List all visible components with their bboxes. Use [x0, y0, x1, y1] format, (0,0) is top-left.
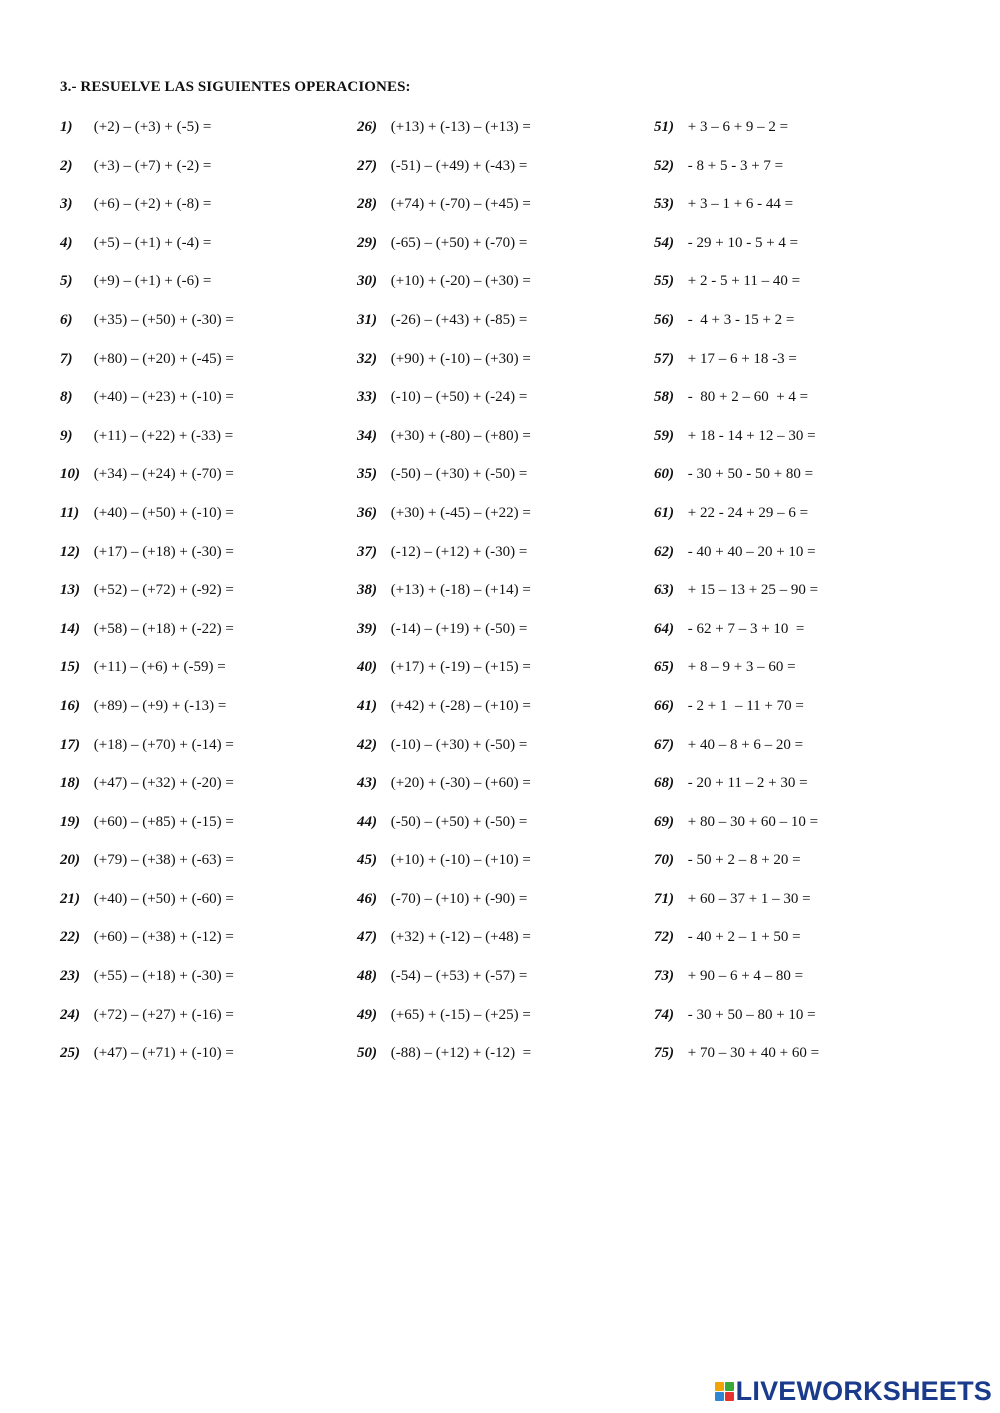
- exercise-item: [654, 734, 819, 773]
- exercise-expression: + 22 - 24 + 29 – 6 =: [687, 504, 809, 521]
- exercise-item: [60, 811, 234, 850]
- exercise-expression: (+11) – (+22) + (-33) =: [93, 427, 234, 444]
- exercise-item: [60, 965, 234, 1004]
- exercise-item: [654, 463, 819, 502]
- exercise-number: 66): [654, 697, 674, 714]
- exercise-number: 17): [60, 736, 80, 753]
- exercise-item: [654, 1004, 819, 1043]
- exercise-expression: (-70) – (+10) + (-90) =: [390, 890, 528, 907]
- exercise-number: 10): [60, 466, 80, 483]
- exercise-number: 2): [60, 157, 73, 174]
- exercise-number: 22): [60, 929, 80, 946]
- exercise-expression: (+72) – (+27) + (-16) =: [93, 1006, 234, 1023]
- exercise-number: 74): [654, 1006, 674, 1023]
- exercise-number: 70): [654, 852, 674, 869]
- exercise-number: 15): [60, 659, 80, 676]
- exercise-item: [60, 888, 234, 927]
- exercise-expression: (+52) – (+72) + (-92) =: [93, 582, 234, 599]
- exercise-number: 6): [60, 311, 73, 328]
- exercise-expression: (+60) – (+38) + (-12) =: [93, 929, 234, 946]
- exercise-number: 55): [654, 273, 674, 290]
- exercise-item: [654, 1042, 819, 1081]
- exercise-item: [60, 849, 234, 888]
- exercise-expression: + 18 - 14 + 12 – 30 =: [687, 427, 816, 444]
- exercise-expression: (+11) – (+6) + (-59) =: [93, 659, 226, 676]
- page-title: 3.- RESUELVE LAS SIGUIENTES OPERACIONES:: [60, 79, 411, 95]
- exercise-expression: (+9) – (+1) + (-6) =: [93, 273, 212, 290]
- exercise-item: [60, 926, 234, 965]
- exercise-expression: + 8 – 9 + 3 – 60 =: [687, 659, 796, 676]
- exercise-column-2: [357, 116, 531, 1081]
- exercise-item: [357, 695, 531, 734]
- exercise-expression: (+32) + (-12) – (+48) =: [390, 929, 531, 946]
- exercise-item: [654, 965, 819, 1004]
- exercise-expression: (-54) – (+53) + (-57) =: [390, 968, 528, 985]
- exercise-expression: (+30) + (-80) – (+80) =: [390, 427, 531, 444]
- exercise-number: 64): [654, 620, 674, 637]
- exercise-expression: - 20 + 11 – 2 + 30 =: [687, 775, 808, 792]
- exercise-expression: (+90) + (-10) – (+30) =: [390, 350, 531, 367]
- exercise-item: [357, 849, 531, 888]
- exercise-item: [357, 502, 531, 541]
- exercise-item: [654, 541, 819, 580]
- exercise-item: [60, 772, 234, 811]
- exercise-number: 35): [357, 466, 377, 483]
- exercise-item: [654, 155, 819, 194]
- exercise-number: 53): [654, 196, 674, 213]
- exercise-item: [60, 579, 234, 618]
- exercise-item: [60, 541, 234, 580]
- exercise-item: [357, 309, 531, 348]
- exercise-expression: (-65) – (+50) + (-70) =: [390, 234, 528, 251]
- exercise-item: [357, 232, 531, 271]
- exercise-item: [60, 348, 234, 387]
- exercise-number: 50): [357, 1045, 377, 1062]
- exercise-expression: (-50) – (+30) + (-50) =: [390, 466, 528, 483]
- exercise-expression: (+47) – (+32) + (-20) =: [93, 775, 234, 792]
- exercise-item: [357, 541, 531, 580]
- exercise-number: 31): [357, 311, 377, 328]
- exercise-number: 26): [357, 119, 377, 135]
- exercise-number: 14): [60, 620, 80, 637]
- exercise-expression: (+35) – (+50) + (-30) =: [93, 311, 234, 328]
- exercise-expression: (+60) – (+85) + (-15) =: [93, 813, 234, 830]
- exercise-item: [654, 116, 819, 155]
- exercise-expression: (+79) – (+38) + (-63) =: [93, 852, 234, 869]
- logo-square-icon: [715, 1382, 724, 1391]
- exercise-number: 21): [60, 890, 80, 907]
- exercise-item: [60, 734, 234, 773]
- exercise-item: [357, 348, 531, 387]
- exercise-item: [60, 193, 234, 232]
- exercise-item: [60, 386, 234, 425]
- exercise-item: [357, 926, 531, 965]
- exercise-number: 12): [60, 543, 80, 560]
- exercise-item: [357, 1042, 531, 1081]
- exercise-number: 39): [357, 620, 377, 637]
- logo-mark-icon: [715, 1382, 734, 1401]
- exercise-item: [654, 772, 819, 811]
- exercise-item: [654, 386, 819, 425]
- exercise-number: 59): [654, 427, 674, 444]
- exercise-number: 29): [357, 234, 377, 251]
- exercise-number: 4): [60, 234, 73, 251]
- exercise-item: [60, 155, 234, 194]
- exercise-number: 58): [654, 389, 674, 406]
- exercise-expression: - 40 + 2 – 1 + 50 =: [687, 929, 801, 946]
- exercise-expression: + 15 – 13 + 25 – 90 =: [687, 582, 819, 599]
- exercise-number: 69): [654, 813, 674, 830]
- exercise-item: [654, 425, 819, 464]
- exercise-item: [60, 656, 234, 695]
- exercise-number: 67): [654, 736, 674, 753]
- exercise-expression: + 80 – 30 + 60 – 10 =: [687, 813, 819, 830]
- exercise-expression: + 2 - 5 + 11 – 40 =: [687, 273, 801, 290]
- exercise-number: 34): [357, 427, 377, 444]
- exercise-item: [60, 116, 234, 155]
- exercise-number: 65): [654, 659, 674, 676]
- exercise-number: 9): [60, 427, 73, 444]
- exercise-number: 32): [357, 350, 377, 367]
- exercise-number: 1): [60, 119, 73, 135]
- exercise-expression: (-88) – (+12) + (-12) =: [390, 1045, 532, 1062]
- exercise-expression: (+6) – (+2) + (-8) =: [93, 196, 212, 213]
- exercise-expression: (-51) – (+49) + (-43) =: [390, 157, 528, 174]
- exercise-item: [654, 193, 819, 232]
- exercise-number: 46): [357, 890, 377, 907]
- logo-square-icon: [725, 1382, 734, 1391]
- exercise-number: 40): [357, 659, 377, 676]
- exercise-number: 49): [357, 1006, 377, 1023]
- exercise-number: 75): [654, 1045, 674, 1062]
- exercise-expression: (+13) + (-18) – (+14) =: [390, 582, 531, 599]
- exercise-expression: (+40) – (+23) + (-10) =: [93, 389, 234, 406]
- exercise-expression: (+89) – (+9) + (-13) =: [93, 697, 227, 714]
- exercise-item: [654, 502, 819, 541]
- exercise-expression: (+5) – (+1) + (-4) =: [93, 234, 212, 251]
- exercise-number: 28): [357, 196, 377, 213]
- exercise-expression: (+58) – (+18) + (-22) =: [93, 620, 234, 637]
- exercise-item: [654, 232, 819, 271]
- exercise-expression: (+55) – (+18) + (-30) =: [93, 968, 234, 985]
- exercise-item: [654, 270, 819, 309]
- exercise-expression: (+40) – (+50) + (-10) =: [93, 504, 234, 521]
- exercise-item: [654, 309, 819, 348]
- exercise-number: 41): [357, 697, 377, 714]
- exercise-number: 61): [654, 504, 674, 521]
- exercise-item: [357, 734, 531, 773]
- exercise-number: 51): [654, 119, 674, 135]
- exercise-item: [654, 695, 819, 734]
- exercise-item: [654, 348, 819, 387]
- exercise-expression: (+17) + (-19) – (+15) =: [390, 659, 531, 676]
- exercise-item: [357, 386, 531, 425]
- exercise-expression: (-26) – (+43) + (-85) =: [390, 311, 528, 328]
- exercise-expression: - 50 + 2 – 8 + 20 =: [687, 852, 801, 869]
- exercise-expression: - 30 + 50 – 80 + 10 =: [687, 1006, 816, 1023]
- exercise-item: [654, 926, 819, 965]
- exercise-number: 48): [357, 968, 377, 985]
- exercise-expression: (-10) – (+30) + (-50) =: [390, 736, 528, 753]
- exercise-expression: + 90 – 6 + 4 – 80 =: [687, 968, 804, 985]
- exercise-number: 16): [60, 697, 80, 714]
- exercise-item: [357, 193, 531, 232]
- exercise-item: [60, 695, 234, 734]
- exercise-number: 68): [654, 775, 674, 792]
- logo-square-icon: [725, 1392, 734, 1401]
- exercise-item: [60, 232, 234, 271]
- exercise-expression: (+40) – (+50) + (-60) =: [93, 890, 234, 907]
- exercise-expression: + 70 – 30 + 40 + 60 =: [687, 1045, 820, 1062]
- exercise-number: 63): [654, 582, 674, 599]
- exercise-expression: + 60 – 37 + 1 – 30 =: [687, 890, 811, 907]
- exercise-expression: - 29 + 10 - 5 + 4 =: [687, 234, 799, 251]
- exercise-number: 27): [357, 157, 377, 174]
- exercise-item: [357, 888, 531, 927]
- exercise-number: 7): [60, 350, 73, 367]
- exercise-item: [60, 1004, 234, 1043]
- exercise-number: 20): [60, 852, 80, 869]
- exercise-number: 38): [357, 582, 377, 599]
- exercise-expression: (+2) – (+3) + (-5) =: [93, 119, 212, 135]
- exercise-item: [60, 502, 234, 541]
- exercise-item: [357, 155, 531, 194]
- exercise-expression: (-50) – (+50) + (-50) =: [390, 813, 528, 830]
- exercise-item: [357, 656, 531, 695]
- exercise-number: 25): [60, 1045, 80, 1062]
- exercise-expression: (+34) – (+24) + (-70) =: [93, 466, 234, 483]
- exercise-number: 62): [654, 543, 674, 560]
- exercise-item: [654, 656, 819, 695]
- exercise-number: 43): [357, 775, 377, 792]
- exercise-expression: + 17 – 6 + 18 -3 =: [687, 350, 797, 367]
- exercise-expression: (+18) – (+70) + (-14) =: [93, 736, 234, 753]
- exercise-number: 19): [60, 813, 80, 830]
- exercise-expression: (+65) + (-15) – (+25) =: [390, 1006, 531, 1023]
- exercise-number: 3): [60, 196, 73, 213]
- exercise-item: [60, 618, 234, 657]
- exercise-number: 73): [654, 968, 674, 985]
- exercise-expression: (+3) – (+7) + (-2) =: [93, 157, 212, 174]
- exercise-number: 56): [654, 311, 674, 328]
- exercise-expression: + 40 – 8 + 6 – 20 =: [687, 736, 804, 753]
- exercise-item: [654, 811, 819, 850]
- exercise-item: [60, 270, 234, 309]
- exercise-item: [357, 116, 531, 155]
- exercise-expression: (+80) – (+20) + (-45) =: [93, 350, 234, 367]
- exercise-expression: (-10) – (+50) + (-24) =: [390, 389, 528, 406]
- exercise-expression: (-12) – (+12) + (-30) =: [390, 543, 528, 560]
- exercise-number: 37): [357, 543, 377, 560]
- exercise-expression: (+74) + (-70) – (+45) =: [390, 196, 531, 213]
- exercise-item: [357, 270, 531, 309]
- exercise-expression: + 3 – 1 + 6 - 44 =: [687, 196, 794, 213]
- exercise-number: 52): [654, 157, 674, 174]
- exercise-expression: (+42) + (-28) – (+10) =: [390, 697, 531, 714]
- exercise-expression: - 62 + 7 – 3 + 10 =: [687, 620, 805, 637]
- exercise-item: [654, 618, 819, 657]
- exercise-column-3: [654, 116, 819, 1081]
- exercise-item: [654, 579, 819, 618]
- exercise-expression: (+10) + (-10) – (+10) =: [390, 852, 531, 869]
- exercise-number: 45): [357, 852, 377, 869]
- exercise-item: [357, 1004, 531, 1043]
- exercise-item: [60, 463, 234, 502]
- exercise-number: 33): [357, 389, 377, 406]
- exercise-number: 44): [357, 813, 377, 830]
- exercise-expression: (-14) – (+19) + (-50) =: [390, 620, 528, 637]
- exercise-number: 57): [654, 350, 674, 367]
- exercise-expression: (+20) + (-30) – (+60) =: [390, 775, 531, 792]
- exercise-expression: - 30 + 50 - 50 + 80 =: [687, 466, 814, 483]
- exercise-number: 24): [60, 1006, 80, 1023]
- exercise-expression: (+17) – (+18) + (-30) =: [93, 543, 234, 560]
- exercise-item: [357, 811, 531, 850]
- exercise-item: [60, 425, 234, 464]
- exercise-item: [357, 965, 531, 1004]
- liveworksheets-logo: [715, 1375, 992, 1407]
- exercise-item: [357, 463, 531, 502]
- exercise-expression: (+13) + (-13) – (+13) =: [390, 119, 531, 135]
- exercise-item: [357, 425, 531, 464]
- exercise-item: [654, 849, 819, 888]
- exercise-column-1: [60, 116, 234, 1081]
- exercise-number: 36): [357, 504, 377, 521]
- exercise-number: 8): [60, 389, 73, 406]
- exercise-number: 11): [60, 504, 80, 521]
- exercise-expression: - 2 + 1 – 11 + 70 =: [687, 697, 804, 714]
- exercise-number: 42): [357, 736, 377, 753]
- exercise-number: 72): [654, 929, 674, 946]
- exercise-expression: - 40 + 40 – 20 + 10 =: [687, 543, 816, 560]
- exercise-expression: - 4 + 3 - 15 + 2 =: [687, 311, 795, 328]
- exercise-number: 71): [654, 890, 674, 907]
- exercise-item: [357, 618, 531, 657]
- exercise-expression: - 80 + 2 – 60 + 4 =: [687, 389, 809, 406]
- exercise-number: 5): [60, 273, 73, 290]
- exercise-number: 47): [357, 929, 377, 946]
- exercise-number: 23): [60, 968, 80, 985]
- exercise-expression: - 8 + 5 - 3 + 7 =: [687, 157, 784, 174]
- exercise-expression: (+30) + (-45) – (+22) =: [390, 504, 531, 521]
- exercise-expression: (+10) + (-20) – (+30) =: [390, 273, 531, 290]
- exercise-number: 60): [654, 466, 674, 483]
- exercise-number: 54): [654, 234, 674, 251]
- exercise-expression: + 3 – 6 + 9 – 2 =: [687, 119, 789, 135]
- exercise-item: [60, 309, 234, 348]
- exercise-expression: (+47) – (+71) + (-10) =: [93, 1045, 234, 1062]
- exercise-number: 18): [60, 775, 80, 792]
- logo-text: LIVEWORKSHEETS: [735, 1375, 992, 1406]
- exercise-number: 13): [60, 582, 80, 599]
- exercise-item: [60, 1042, 234, 1081]
- exercise-number: 30): [357, 273, 377, 290]
- logo-square-icon: [715, 1392, 724, 1401]
- exercise-item: [357, 772, 531, 811]
- exercise-item: [357, 579, 531, 618]
- exercise-item: [654, 888, 819, 927]
